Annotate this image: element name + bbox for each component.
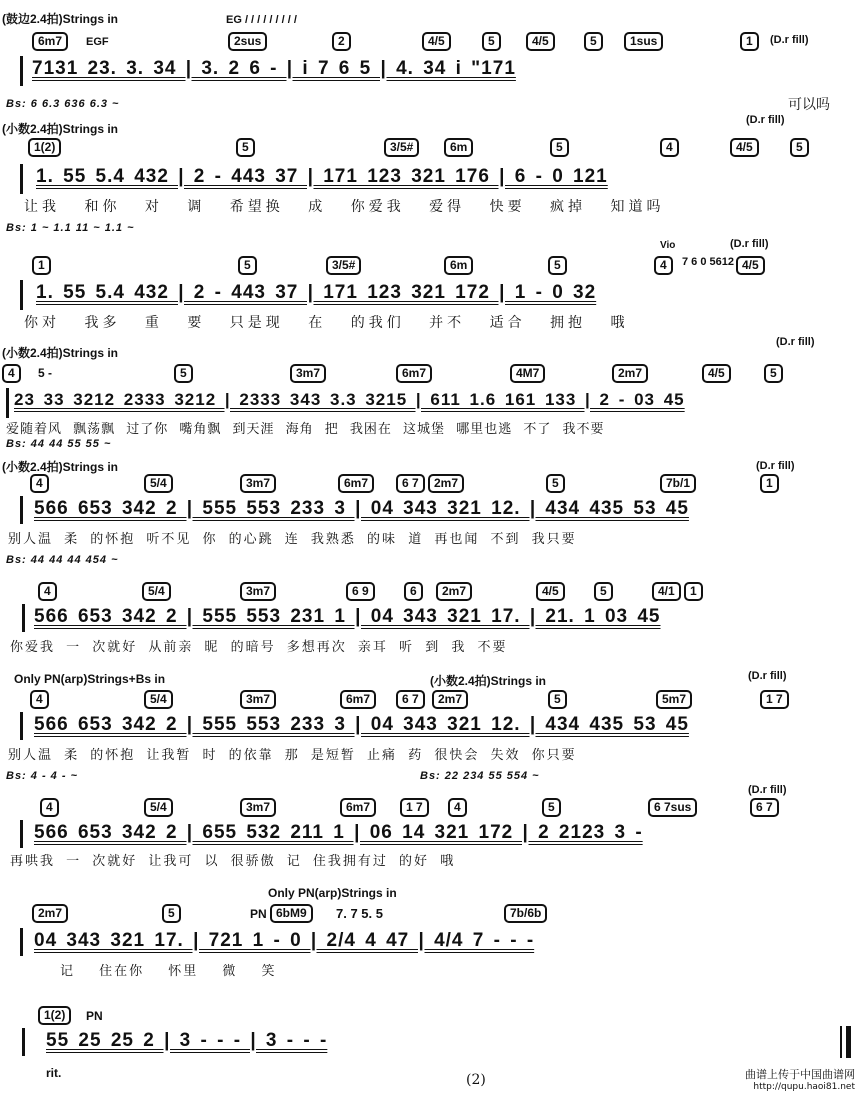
chord-box: 4 [2, 364, 21, 383]
system-1 [0, 8, 861, 113]
chord-box: 6m7 [338, 474, 374, 493]
chord-box: 2sus [228, 32, 267, 51]
barline-start [20, 280, 23, 310]
chord-box: 1 [32, 256, 51, 275]
barline-start [20, 56, 23, 86]
bass-line: Bs: 44 44 55 55 ~ [6, 438, 112, 450]
chord-box: 6 7 [750, 798, 779, 817]
piano-label: PN [250, 907, 267, 921]
system-5 [0, 456, 861, 578]
drum-fill-label: (D.r fill) [748, 670, 787, 682]
barline-final-thin [840, 1026, 842, 1058]
chord-box: 6 9 [346, 582, 375, 601]
chord-box: 5 [542, 798, 561, 817]
barline-start [20, 496, 23, 524]
instruction-label-2: (小数2.4拍)Strings in [430, 674, 547, 688]
chord-box: 4/5 [730, 138, 759, 157]
chord-box: 5/4 [142, 582, 171, 601]
barline-start [22, 604, 25, 632]
instruction-label: (小数2.4拍)Strings in [2, 460, 119, 474]
instruction-label: (小数2.4拍)Strings in [2, 346, 119, 360]
chord-box: 4/5 [422, 32, 451, 51]
notation-line: 566 653 342 2 | 555 553 231 1 | 04 343 321 17. | 21. 1 03 45 [34, 606, 661, 627]
chord-box: 4/5 [702, 364, 731, 383]
instruction-label: (鼓边2.4拍)Strings in [2, 12, 119, 26]
chord-box: 6m7 [340, 798, 376, 817]
barline-start [22, 1028, 25, 1056]
chord-box: 5 [584, 32, 603, 51]
chord-box: 5 [236, 138, 255, 157]
chord-box: 5/4 [144, 798, 173, 817]
chord-box: 6m7 [396, 364, 432, 383]
drum-fill-label: (D.r fill) [746, 114, 785, 126]
drum-fill-label: (D.r fill) [730, 238, 769, 250]
chord-box: 1 7 [400, 798, 429, 817]
notation-line: 1. 55 5.4 432 | 2 - 443 37 | 171 123 321 176 | 6 - 0 121 [36, 166, 608, 187]
chord-box: 5 [546, 474, 565, 493]
barline-final-thick [846, 1026, 851, 1058]
lyric-line: 你对 我多 重 要 只是现 在 的我们 并不 适合 拥抱 哦 [24, 315, 629, 331]
barline-start [20, 928, 23, 956]
notation-line: 1. 55 5.4 432 | 2 - 443 37 | 171 123 321 172 | 1 - 0 32 [36, 282, 597, 303]
chord-box: 6m [444, 256, 473, 275]
ritardando-mark: rit. [46, 1066, 62, 1080]
chord-box: 4 [40, 798, 59, 817]
chord-box: 6bM9 [270, 904, 313, 923]
system-3 [0, 238, 861, 338]
chord-box: 6m7 [340, 690, 376, 709]
chord-box: 5 [594, 582, 613, 601]
chord-box: 5 [790, 138, 809, 157]
chord-box: 5 [174, 364, 193, 383]
chord-box: 4/5 [736, 256, 765, 275]
watermark [745, 1069, 855, 1093]
chord-box: 3m7 [290, 364, 326, 383]
chord-box: 5 [482, 32, 501, 51]
chord-box: 4/1 [652, 582, 681, 601]
chord-box: 4 [654, 256, 673, 275]
pre-notes: 7. 7 5. 5 [336, 906, 383, 921]
notation-line: 55 25 25 2 | 3 - - - | 3 - - - [46, 1030, 328, 1051]
lyric-line: 让我 和你 对 调 希望换 成 你爱我 爱得 快要 疯掉 知道吗 [24, 199, 665, 215]
bass-line-2: Bs: 22 234 55 554 ~ [420, 770, 540, 782]
system-9 [0, 884, 861, 984]
chord-box: 7b/1 [660, 474, 696, 493]
lyric-tail: 可以吗 [788, 97, 830, 113]
chord-box: 5m7 [656, 690, 692, 709]
chord-box: 4M7 [510, 364, 545, 383]
chord-box: 5 [548, 256, 567, 275]
chord-box: 3m7 [240, 798, 276, 817]
extra-notes: 7 6 0 5612 [682, 256, 734, 268]
chord-box: 6 7 [396, 690, 425, 709]
system-8 [0, 784, 861, 880]
pre-notes: 5 - [38, 366, 53, 380]
chord-box: 4/5 [536, 582, 565, 601]
chord-box: 3/5# [384, 138, 419, 157]
system-10 [0, 1000, 861, 1080]
chord-box: 4 [448, 798, 467, 817]
chord-box: 3m7 [240, 582, 276, 601]
bass-line: Bs: 44 44 44 454 ~ [6, 554, 119, 566]
drum-fill-label: (D.r fill) [748, 784, 787, 796]
chord-box: 5 [238, 256, 257, 275]
instruction-label: Only PN(arp)Strings in [268, 886, 397, 900]
chord-box: 6 7sus [648, 798, 697, 817]
chord-box: 4 [660, 138, 679, 157]
barline-start [20, 712, 23, 740]
chord-box: 3m7 [240, 474, 276, 493]
chord-box: 1 [684, 582, 703, 601]
instruction-label: (小数2.4拍)Strings in [2, 122, 119, 136]
chord-box: 1sus [624, 32, 663, 51]
lyric-line: 爱随着风 飘荡飘 过了你 嘴角飘 到天涯 海角 把 我困在 这城堡 哪里也逃 不了 我不要 [6, 422, 605, 437]
chord-box: 6m [444, 138, 473, 157]
chord-box: 4/5 [526, 32, 555, 51]
chord-box: 4 [30, 690, 49, 709]
instrument-label: Vio [660, 240, 676, 251]
notation-line: 566 653 342 2 | 555 553 233 3 | 04 343 321 12. | 434 435 53 45 [34, 714, 689, 735]
chord-box: 7b/6b [504, 904, 547, 923]
chord-box: 5/4 [144, 690, 173, 709]
chord-box: 1(2) [28, 138, 61, 157]
chord-box: 2 [332, 32, 351, 51]
watermark-title: 曲谱上传于中国曲谱网 [745, 1068, 855, 1081]
watermark-url: http://qupu.haoi81.net [753, 1082, 855, 1092]
notation-line: 566 653 342 2 | 655 532 211 1 | 06 14 321 172 | 2 2123 3 - [34, 822, 643, 843]
notation-line: 566 653 342 2 | 555 553 233 3 | 04 343 321 12. | 434 435 53 45 [34, 498, 689, 519]
barline-start [6, 388, 9, 418]
chord-box: 1(2) [38, 1006, 71, 1025]
lyric-line: 你爱我 一 次就好 从前亲 昵 的暗号 多想再次 亲耳 听 到 我 不要 [10, 640, 508, 655]
page-number: (2) [466, 1072, 486, 1088]
lyric-line: 记 住在你 怀里 微 笑 [60, 964, 277, 979]
chord-box: 3/5# [326, 256, 361, 275]
drum-fill-label: (D.r fill) [770, 34, 809, 46]
chord-box: 2m7 [432, 690, 468, 709]
chord-box: 6m7 [32, 32, 68, 51]
chord-box: 1 7 [760, 690, 789, 709]
system-6 [0, 578, 861, 668]
guitar-strum-marks: EG / / / / / / / / / [226, 14, 297, 26]
chord-box: 1 [740, 32, 759, 51]
lyric-line: 别人温 柔 的怀抱 听不见 你 的心跳 连 我熟悉 的味 道 再也闻 不到 我只要 [8, 532, 577, 547]
chord-box: 5 [550, 138, 569, 157]
system-2 [0, 114, 861, 238]
chord-box: 5/4 [144, 474, 173, 493]
bass-line: Bs: 1 ~ 1.1 11 ~ 1.1 ~ [6, 222, 135, 234]
chord-box: 2m7 [436, 582, 472, 601]
drum-fill-label: (D.r fill) [756, 460, 795, 472]
bass-line: Bs: 4 - 4 - ~ [6, 770, 78, 782]
lyric-line: 再哄我 一 次就好 让我可 以 很骄傲 记 住我拥有过 的好 哦 [10, 854, 456, 869]
chord-box: 4 [30, 474, 49, 493]
notation-line: 23 33 3212 2333 3212 | 2333 343 3.3 3215 | 611 1.6 161 133 | 2 - 03 45 [14, 390, 685, 409]
notation-line: 04 343 321 17. | 721 1 - 0 | 2/4 4 47 | 4/4 7 - - - [34, 930, 535, 951]
system-4 [0, 336, 861, 454]
chord-box: 2m7 [32, 904, 68, 923]
instruction-label: Only PN(arp)Strings+Bs in [14, 672, 166, 686]
barline-start [20, 820, 23, 848]
chord-box: 5 [764, 364, 783, 383]
chord-box: 3m7 [240, 690, 276, 709]
chord-box: 4 [38, 582, 57, 601]
chord-box: 5 [162, 904, 181, 923]
system-7 [0, 668, 861, 790]
notation-line: 7131 23. 3. 34 | 3. 2 6 - | i 7 6 5 | 4. 34 i "171 [32, 58, 516, 79]
lyric-line: 别人温 柔 的怀抱 让我暂 时 的依靠 那 是短暂 止痛 药 很快会 失效 你只要 [8, 748, 577, 763]
drum-fill-label: (D.r fill) [776, 336, 815, 348]
bass-line: Bs: 6 6.3 636 6.3 ~ [6, 98, 120, 110]
chord-box: 6 [404, 582, 423, 601]
chord-box: 5 [548, 690, 567, 709]
piano-label: PN [86, 1009, 103, 1023]
chord-box: 2m7 [428, 474, 464, 493]
barline-start [20, 164, 23, 194]
chord-extra: EGF [86, 36, 109, 48]
chord-box: 2m7 [612, 364, 648, 383]
chord-box: 1 [760, 474, 779, 493]
chord-box: 6 7 [396, 474, 425, 493]
